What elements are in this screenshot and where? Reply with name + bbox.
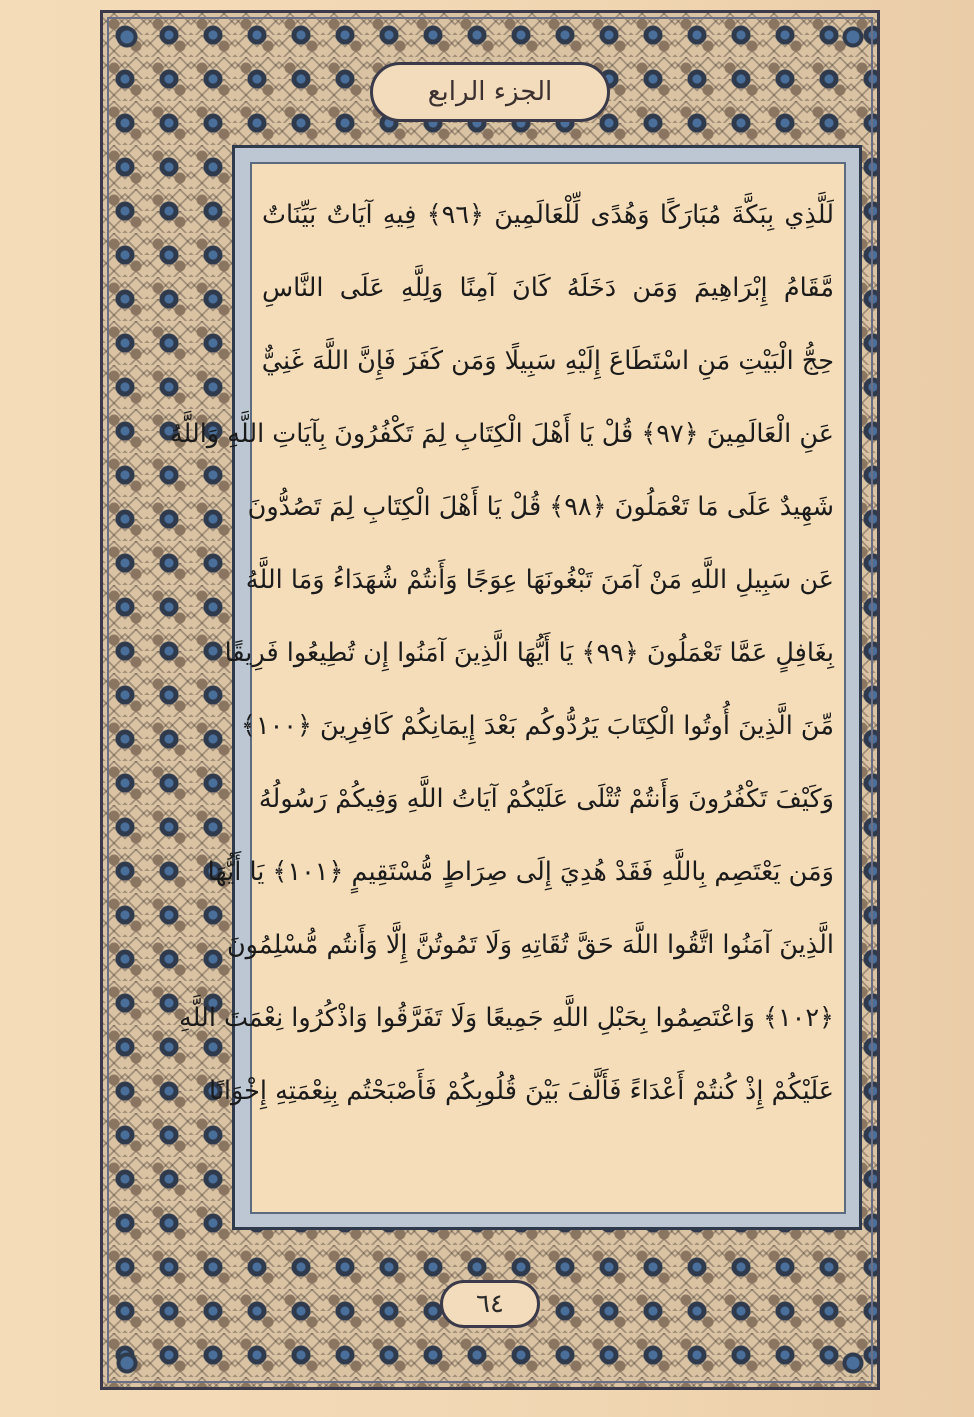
verse-line: حِجُّ الْبَيْتِ مَنِ اسْتَطَاعَ إِلَيْهِ سَبِيلًا وَمَن كَفَرَ فَإِنَّ اللَّهَ غَنِيٌّ xyxy=(261,345,834,376)
page-number-cartouche xyxy=(440,1280,540,1328)
verse-line: مِّنَ الَّذِينَ أُوتُوا الْكِتَابَ يَرُدُّوكُم بَعْدَ إِيمَانِكُمْ كَافِرِينَ ﴿١٠٠﴾ xyxy=(240,711,834,741)
verse-line: بِغَافِلٍ عَمَّا تَعْمَلُونَ ﴿٩٩﴾ يَا أَيُّهَا الَّذِينَ آمَنُوا إِن تُطِيعُوا فَرِيقًا xyxy=(224,638,834,668)
rosette-ornament xyxy=(112,1348,142,1378)
verse-line: وَكَيْفَ تَكْفُرُونَ وَأَنتُمْ تُتْلَى عَلَيْكُمْ آيَاتُ اللَّهِ وَفِيكُمْ رَسُولُهُ xyxy=(258,783,834,814)
verse-line: شَهِيدٌ عَلَى مَا تَعْمَلُونَ ﴿٩٨﴾ قُلْ يَا أَهْلَ الْكِتَابِ لِمَ تَصُدُّونَ xyxy=(247,492,834,522)
verse-line: عَنِ الْعَالَمِينَ ﴿٩٧﴾ قُلْ يَا أَهْلَ الْكِتَابِ لِمَ تَكْفُرُونَ بِآيَاتِ اللَّهِ وَاللَّهُ xyxy=(169,419,834,449)
rosette-ornament xyxy=(838,22,868,52)
verse-line: وَمَن يَعْتَصِم بِاللَّهِ فَقَدْ هُدِيَ إِلَى صِرَاطٍ مُّسْتَقِيمٍ ﴿١٠١﴾ يَا أَيُّهَا xyxy=(207,857,834,887)
rosette-ornament xyxy=(112,22,142,52)
juz-title: الجزء الرابع xyxy=(427,77,553,107)
rosette-ornament xyxy=(838,1348,868,1378)
verse-line: الَّذِينَ آمَنُوا اتَّقُوا اللَّهَ حَقَّ تُقَاتِهِ وَلَا تَمُوتُنَّ إِلَّا وَأَنتُم مُّسْلِمُونَ xyxy=(226,929,834,960)
verse-line: ﴿١٠٢﴾ وَاعْتَصِمُوا بِحَبْلِ اللَّهِ جَمِيعًا وَلَا تَفَرَّقُوا وَاذْكُرُوا نِعْمَتَ اللَّهِ xyxy=(178,1003,834,1033)
page-number: ٦٤ xyxy=(476,1289,504,1319)
header-cartouche xyxy=(370,62,610,122)
verse-line: مَّقَامُ إِبْرَاهِيمَ وَمَن دَخَلَهُ كَانَ آمِنًا وَلِلَّهِ عَلَى النَّاسِ xyxy=(262,272,834,303)
verse-text xyxy=(169,178,834,1200)
verse-line: عَلَيْكُمْ إِذْ كُنتُمْ أَعْدَاءً فَأَلَّفَ بَيْنَ قُلُوبِكُمْ فَأَصْبَحْتُم بِنِعْمَتِهِ إِخْوَانًا xyxy=(209,1075,834,1106)
verse-line: لَلَّذِي بِبَكَّةَ مُبَارَكًا وَهُدًى لِّلْعَالَمِينَ ﴿٩٦﴾ فِيهِ آيَاتٌ بَيِّنَاتٌ xyxy=(262,200,834,230)
verse-line: عَن سَبِيلِ اللَّهِ مَنْ آمَنَ تَبْغُونَهَا عِوَجًا وَأَنتُمْ شُهَدَاءُ وَمَا اللَّهُ xyxy=(245,564,834,595)
